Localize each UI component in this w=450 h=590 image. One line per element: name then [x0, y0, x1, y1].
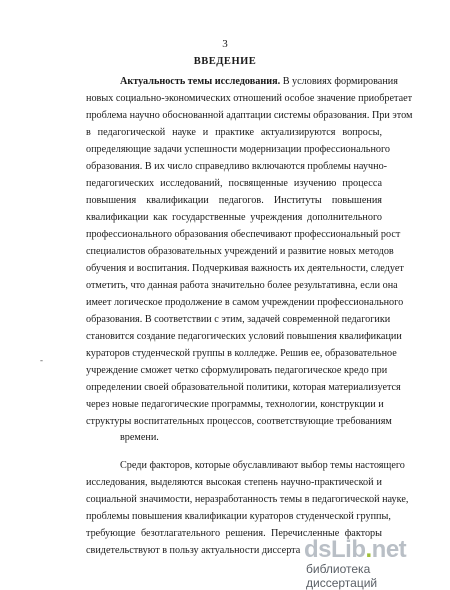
paragraph-line: требующие безотлагательного решения. Перечисленные факторы [86, 528, 382, 539]
section-heading: ВВЕДЕНИЕ [193, 56, 257, 67]
paragraph-line: специалистов образовательных учреждений и развитие новых методов [86, 246, 394, 257]
paragraph-line: проблема научно обоснованной адаптации системы образования. При этом [86, 110, 413, 121]
paragraph-line: образования. В их число справедливо включаются проблемы научно- [86, 161, 388, 172]
paragraph-line: социальной значимости, неразработанность темы в педагогической науке, [86, 494, 409, 505]
paragraph-text: В условиях формирования [280, 76, 398, 87]
paragraph-line: определяющие задачи успешности модернизации профессионального [86, 144, 391, 155]
paragraph-line: учреждение сможет четко сформулировать педагогическое кредо при [86, 365, 388, 376]
paragraph-line: Среди факторов, которые обуславливают выбор темы настоящего [120, 460, 405, 471]
paragraph-line: имеет логическое продолжение в самом учреждении профессионального [86, 297, 404, 308]
paragraph-line: обучения и воспитания. Подчеркивая важность их деятельности, следует [86, 263, 404, 274]
paragraph-line: в педагогической науке и практике актуализируются вопросы, [86, 127, 382, 138]
paragraph-line: новых социально-экономических отношений особое значение приобретает [86, 93, 413, 104]
paragraph-line: профессионального образования обеспечивают профессиональный рост [86, 229, 401, 240]
paragraph-line: кураторов студенческой группы в колледже. Решив ее, образовательное [86, 348, 397, 359]
margin-mark: - [40, 355, 43, 365]
dslib-watermark[interactable] [304, 536, 444, 590]
paragraph-line: образования. В соответствии с этим, задачей современной педагогики [86, 314, 391, 325]
paragraph-line: проблемы повышения квалификации кураторов студенческой группы, [86, 511, 391, 522]
paragraph-line: структуры воспитательных процессов, соответствующие требованиям [86, 416, 392, 427]
paragraph-line [120, 76, 398, 88]
paragraph-line: становится создание педагогических условий повышения квалификации [86, 331, 402, 342]
paragraph-line: отметить, что данная работа значительно более результативна, если она [86, 280, 398, 291]
paragraph-line: квалификации как государственные учреждения дополнительного [86, 212, 382, 223]
topic-relevance-label: Актуальность темы исследования. [120, 76, 281, 87]
dslib-logo: dsLib.net [304, 536, 407, 563]
paragraph-line: определении своей образовательной политики, которая материализуется [86, 382, 401, 393]
page-number: 3 [222, 38, 228, 50]
watermark-subtitle: библиотека диссертаций [306, 562, 378, 590]
paragraph-line: исследования, выделяются высокая степень научно-практической и [86, 477, 382, 488]
paragraph-line: повышения квалификации педагогов. Институты повышения [86, 195, 382, 206]
paragraph-line: времени. [120, 432, 159, 443]
paragraph-line: через новые педагогические программы, технологии, конструкции и [86, 399, 384, 410]
paragraph-line: свидетельствуют в пользу актуальности диссерта [86, 545, 301, 556]
paragraph-line: педагогических исследований, посвященные изучению процесса [86, 178, 382, 189]
